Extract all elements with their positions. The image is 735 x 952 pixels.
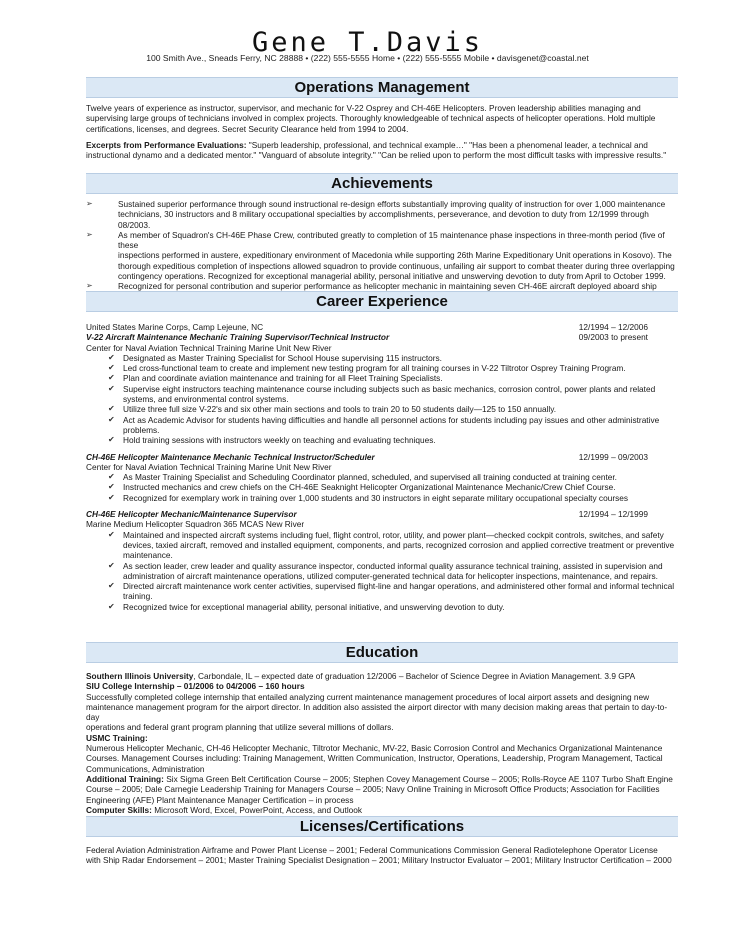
job-title-row [86,332,676,342]
summary-line: certifications, licenses, and degrees. Secret Security Clearance held from 1994 to 2004. [86,123,409,134]
computer-skills-line: Computer Skills: Microsoft Word, Excel, PowerPoint, Access, and Outlook [86,804,363,815]
internship-line: Successfully completed college internship that entailed analyzing current maintenance management procedures of local airport assets and designing new [86,691,650,702]
check-bullet-icon: ✔ [108,352,115,362]
achievement-item: ➢ Recognized for personal contribution and superior performance as helicopter mechanic in maintaining seven CH-46E aircraft deployed aboard ship [86,281,657,292]
section-heading-education: Education [86,642,678,663]
usmc-training-title: USMC Training: [86,732,148,743]
job-title: CH-46E Helicopter Maintenance Mechanic Technical Instructor/Scheduler [86,451,375,462]
check-bullet-icon: ✔ [108,404,115,414]
additional-training-line: Engineering (AFE) Plant Maintenance Manager Certification – in process [86,794,354,805]
check-bullet-icon: ✔ [108,560,115,570]
additional-training-label: Additional Training: [86,773,164,784]
job-dates: 12/1994 – 12/1999 [578,509,648,520]
arrow-bullet-icon: ➢ [86,199,93,208]
additional-training-line: Course – 2005; Dale Carnegie Leadership Training for Managers Course – 2005; Navy Online Training in Microsoft Office Products; Association for Facilities [86,784,660,795]
contact-line: 100 Smith Ave., Sneads Ferry, NC 28888 • (222) 555-5555 Home • (222) 555-5555 Mobile • davisgenet@coastal.net [146,53,589,63]
excerpt-text: "Superb leadership, professional, and technical example…" "Has been a phenomenal leader, a technical and [246,139,648,150]
school-name: Southern Illinois University [86,671,194,681]
employer-dates: 12/1994 – 12/2006 [578,322,648,332]
check-bullet-icon: ✔ [108,373,115,383]
usmc-training-line: Communications, Administration [86,763,205,774]
check-bullet-icon: ✔ [108,492,115,502]
check-bullet-icon: ✔ [108,472,115,482]
job-bullet: ✔ Supervise eight instructors teaching maintenance course including subjects such as basic mechanics, corrosion control, power plants and related systems, and environmental control systems. [108,383,656,405]
check-bullet-icon: ✔ [108,482,115,492]
internship-line: maintenance management program for the airport director. In addition also assisted the airport director with many decision making areas that pertain to day-to-day [86,701,668,723]
usmc-training-line: Numerous Helicopter Mechanic, CH-46 Helicopter Mechanic, Tiltrotor Mechanic, MV-22, Basic Corrosion Control and Mechanics Organizational Maintenance [86,743,663,754]
job-bullet: ✔ As section leader, crew leader and quality assurance inspector, conducted informal quality assurance technical training, assisted in supervision and administration of aircraft maintenance operations, utilized computer-generated technical data for helicopter inspections, maintenance, and repairs. [108,560,663,581]
arrow-bullet-icon: ➢ [86,229,93,239]
internship-title: SIU College Internship – 01/2006 to 04/2006 – 160 hours [86,681,305,692]
computer-skills-label: Computer Skills: [86,804,152,815]
excerpt-label: Excerpts from Performance Evaluations: [86,139,247,150]
job-bullet: ✔ Recognized twice for exceptional managerial ability, personal initiative, and unswerving devotion to duty. [108,601,505,612]
summary-line: supervising large groups of technicians involved in complex projects. Thoroughly knowledgeable of technical aspects of helicopter operations. Hold multiple [86,113,656,124]
job-title: CH-46E Helicopter Mechanic/Maintenance Supervisor [86,509,297,520]
job-title-row [86,509,676,519]
job-bullet: ✔ As Master Training Specialist and Scheduling Coordinator planned, scheduled, and supervised all training conducted at training center. [108,472,617,483]
arrow-bullet-icon: ➢ [86,281,93,291]
license-line: Federal Aviation Administration Airframe and Power Plant License – 2001; Federal Communications Commission General Radiotelephone Operator License [86,845,658,855]
job-dates: 09/2003 to present [578,332,648,343]
check-bullet-icon: ✔ [108,414,115,424]
additional-training-line: Additional Training: Six Sigma Green Belt Certification Course – 2005; Stephen Covey Management Course – 2005; Rolls-Royce AE 1107 Turbo Shaft Engine [86,773,673,784]
section-heading-achievements: Achievements [86,173,678,194]
job-org: Marine Medium Helicopter Squadron 365 MCAS New River [86,519,305,530]
employer-name: United States Marine Corps, Camp Lejeune, NC [86,322,264,332]
job-bullet: ✔ Maintained and inspected aircraft systems including fuel, flight control, rotor, utility, and power plant—checked cockpit controls, switches, and safety devices, taxied aircraft, removed and installed equipment, components, and parts, recognized corrosion and applied corrective treatment or preventive maintenance. [108,529,675,561]
license-line: with Ship Radar Endorsement – 2001; Master Training Specialist Designation – 2001; Military Instructor Evaluator – 2001; Military Instructor Certification – 2000 [86,855,672,866]
job-bullet: ✔ Instructed mechanics and crew chiefs on the CH-46E Seaknight Helicopter Organizational Maintenance Mechanic/Crew Chief Course. [108,482,616,493]
job-bullet: ✔ Plan and coordinate aviation maintenance and training for all Fleet Training Specialists. [108,373,443,384]
job-bullet: ✔ Led cross-functional team to create and implement new testing program for all training courses in V-22 Tiltrotor Osprey Training Program. [108,363,626,374]
licenses-block [86,845,676,866]
check-bullet-icon: ✔ [108,581,115,591]
job-bullet: ✔ Utilize three full size V-22's and six other main sections and tools to train 20 to 50 students daily—125 to 150 annually. [108,404,557,415]
section-heading-licenses: Licenses/Certifications [86,816,678,837]
education-block [86,671,676,815]
internship-line: operations and federal grant program planning that utilize several millions of dollars. [86,722,394,733]
check-bullet-icon: ✔ [108,363,115,373]
excerpt-line [86,140,676,150]
job-title: V-22 Aircraft Maintenance Mechanic Training Supervisor/Technical Instructor [86,332,390,343]
job-title-row [86,452,676,462]
job-bullet: ✔ Designated as Master Training Specialist for School House supervising 115 instructors. [108,352,442,363]
job-bullet: ✔ Recognized for exemplary work in training over 1,000 students and 30 instructors in eight separate military occupational specialty courses [108,492,628,503]
job-org: Center for Naval Aviation Technical Training Marine Unit New River [86,342,332,353]
employer-row [86,322,676,332]
achievement-item: ➢ Sustained superior performance through sound instructional re-design efforts substantially improving quality of instruction for over 1,000 maintenance technicians, 30 instructors and 8 military occupational specialties by accomplishments, perseverance, and devotion to duty from 12/1999 through 08/2003. [86,199,666,230]
summary-block [86,103,676,160]
school-line [86,671,676,681]
achievement-item: ➢ As member of Squadron's CH-46E Phase Crew, contributed greatly to completion of 15 maintenance phase inspections in three-month period (five of these inspections performed in austere, expeditionary environment of Macedonia while supporting 26th Marine Expeditionary Unit operations in Kosovo). The thorough expeditious completion of inspections allowed squadron to provide continuous, unfailing air support to combat theater during three overlapping contingency operations. Recognized for exceptional managerial ability, personal initiative and unswerving devotion to duty from April to October 1999. [86,229,675,282]
usmc-training-line: Courses. Management Courses including: Training Management, Written Communication, Instructor, Operations, Leadership, Program Management, Tactical [86,753,663,764]
job-bullet: ✔ Act as Academic Advisor for students having difficulties and handle all personnel actions for students including pay issues and other administrative problems. [108,414,660,435]
job-org: Center for Naval Aviation Technical Training Marine Unit New River [86,461,332,472]
check-bullet-icon: ✔ [108,601,115,611]
career-block [86,322,676,612]
job-bullet: ✔ Directed aircraft maintenance work center activities, supervised flight-line and hangar operations, and administered other formal and informal technical training. [108,581,675,602]
section-heading-career: Career Experience [86,291,678,312]
check-bullet-icon: ✔ [108,529,115,539]
check-bullet-icon: ✔ [108,435,115,445]
section-heading-operations: Operations Management [86,77,678,98]
check-bullet-icon: ✔ [108,383,115,393]
job-dates: 12/1999 – 09/2003 [578,451,648,462]
summary-line: Twelve years of experience as instructor, supervisor, and mechanic for V-22 Osprey and CH-46E Helicopters. Proven leadership abilities managing and [86,103,641,113]
candidate-name: Gene T.Davis [251,27,484,58]
school-detail: , Carbondale, IL – expected date of graduation 12/2006 – Bachelor of Science Degree in Aviation Management. 3.9 GPA [193,671,636,681]
excerpt-line: instructional dynamo and a dedicated mentor." "Vanguard of absolute integrity." "Can be relied upon to perform the most difficult tasks with impressive results." [86,150,667,161]
job-bullet: ✔ Hold training sessions with instructors weekly on teaching and evaluating techniques. [108,435,436,446]
